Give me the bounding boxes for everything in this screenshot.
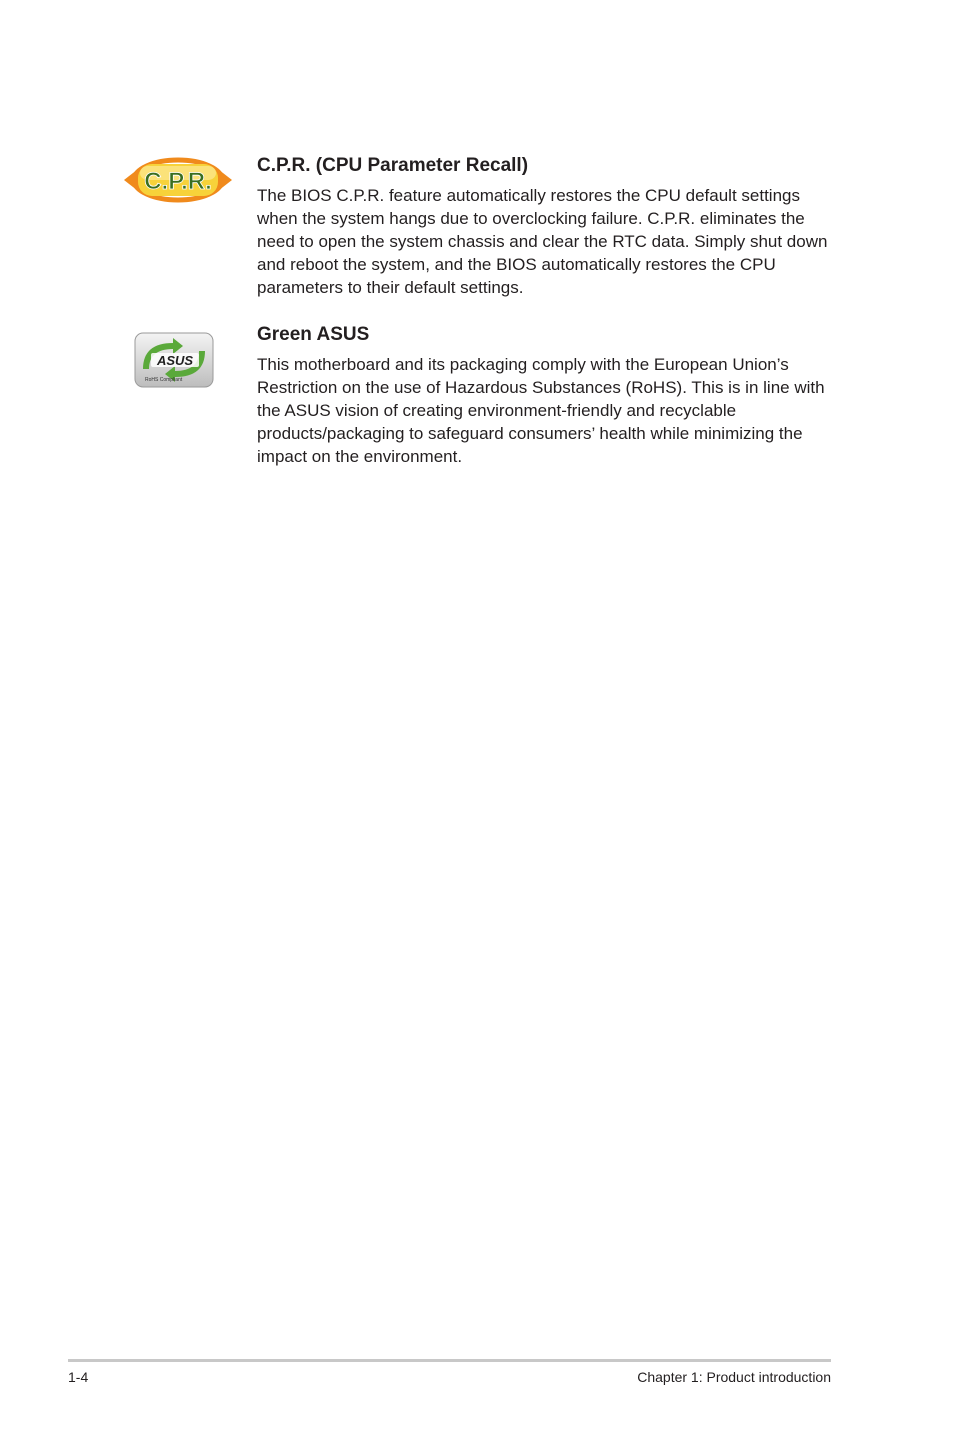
footer-divider — [68, 1359, 831, 1362]
page-number: 1-4 — [68, 1369, 89, 1385]
cpr-logo-icon — [122, 154, 234, 211]
chapter-title: Chapter 1: Product introduction — [637, 1369, 831, 1385]
green-asus-logo-subtext: RoHS Compliant — [145, 377, 183, 383]
section-text: This motherboard and its packaging comply with the European Union’s Restriction on the use of Hazardous Substances (RoHS). This is in line with the ASUS vision of creating environment-friendly and recyclable products/packaging to safeguard consumers’ health while minimizing the impact on the environment. — [257, 355, 825, 466]
cpr-logo-text: C.P.R. — [144, 168, 212, 195]
section-title: C.P.R. (CPU Parameter Recall) — [257, 155, 529, 176]
section-title: Green ASUS — [257, 324, 370, 345]
feature-body-green-asus — [257, 323, 837, 468]
green-asus-logo-icon — [133, 331, 217, 396]
section-text: The BIOS C.P.R. feature automatically restores the CPU default settings when the system hangs due to overclocking failure. C.P.R. eliminates the need to open the system chassis and clear the RTC data. Simply shut down and reboot the system, and the BIOS automatically restores the CPU parameters to their default settings. — [257, 186, 828, 297]
green-asus-logo-text: ASUS — [156, 353, 194, 368]
feature-body-cpr — [257, 154, 837, 299]
